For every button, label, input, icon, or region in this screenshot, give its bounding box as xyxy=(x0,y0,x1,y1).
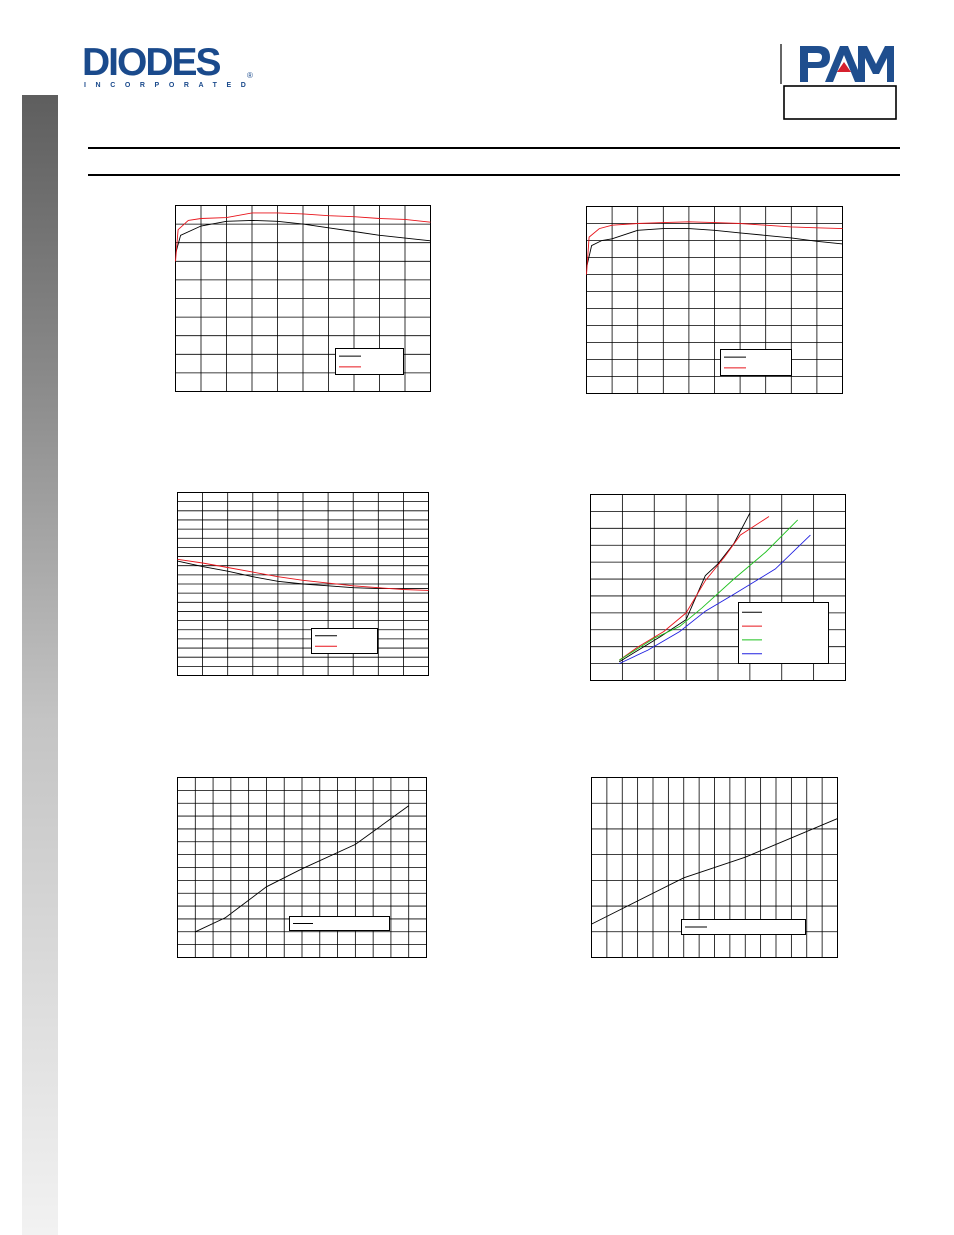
brand-name: DIODES xyxy=(82,41,220,84)
side-gradient-bar xyxy=(22,95,58,1235)
header-rule-bottom xyxy=(88,174,900,176)
legend xyxy=(336,349,404,375)
chart-1 xyxy=(175,205,431,392)
header-rule-top xyxy=(88,147,900,149)
legend-box xyxy=(739,603,829,664)
chart-2 xyxy=(586,206,843,394)
pam-logo xyxy=(778,40,900,122)
chart-6-plot xyxy=(591,777,838,958)
chart-3-plot xyxy=(177,492,429,676)
legend xyxy=(682,920,806,935)
legend xyxy=(290,917,390,931)
chart-1-plot xyxy=(175,205,431,392)
series-line-1 xyxy=(619,513,750,662)
chart-3 xyxy=(177,492,429,676)
legend xyxy=(721,350,792,376)
legend xyxy=(312,629,378,654)
chart-5-plot xyxy=(177,777,427,958)
legend-box xyxy=(312,629,378,654)
chart-5 xyxy=(177,777,427,958)
chart-4 xyxy=(590,494,846,681)
chart-4-plot xyxy=(590,494,846,681)
brand-mark: ® xyxy=(247,71,253,80)
chart-2-plot xyxy=(586,206,843,394)
legend-box xyxy=(721,350,792,376)
legend-box xyxy=(336,349,404,375)
pam-wordmark xyxy=(800,46,894,82)
chart-6 xyxy=(591,777,838,958)
legend xyxy=(739,603,829,664)
brand-sub: INCORPORATED xyxy=(84,82,254,89)
diodes-logo xyxy=(82,40,254,90)
